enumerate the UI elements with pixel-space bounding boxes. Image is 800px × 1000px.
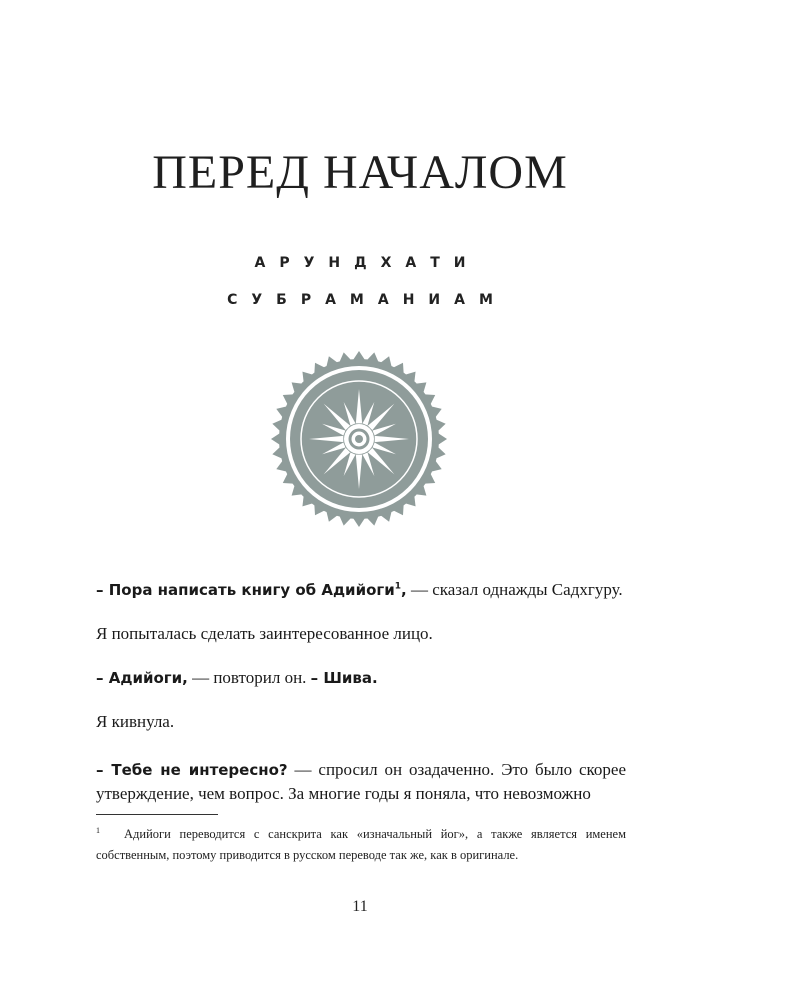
footnote (96, 820, 626, 866)
narration-1: — сказал однажды Садхгуру. (406, 580, 623, 599)
paragraph-5 (96, 758, 626, 806)
speech-3b: – Шива. (310, 669, 378, 687)
speech-3: – Адийоги, (96, 669, 188, 687)
speech-1: – Пора написать книгу об Адийоги (96, 581, 395, 599)
narration-5: — спросил он озадаченно. Это было скорее утверждение, чем вопрос. За многие годы я поняла, что невозможно (96, 760, 626, 803)
footnote-reference[interactable]: 1 (394, 581, 401, 592)
footnote-mark: 1 (96, 826, 100, 835)
paragraph-1 (96, 578, 626, 602)
page-title: ПЕРЕД НАЧАЛОМ (152, 146, 568, 199)
footnote-text: Адийоги переводится с санскрита как «изначальный йог», а также является именем собственным, поэтому приводится в русском переводе так же, как в оригинале. (96, 827, 626, 863)
page-number: 11 (352, 898, 368, 915)
narration-3: — повторил он. (187, 668, 311, 687)
paragraph-4 (96, 710, 626, 734)
sun-mandala-icon (270, 350, 448, 528)
narration-2: Я попыталась сделать заинтересованное лицо. (96, 624, 433, 643)
paragraph-3 (96, 666, 626, 690)
author-first-name: АРУНДХАТИ (254, 255, 480, 271)
narration-4: Я кивнула. (96, 712, 175, 731)
speech-1-tail: , (401, 581, 407, 599)
paragraph-2 (96, 622, 626, 646)
author-last-name: СУБРАМАНИАМ (227, 292, 507, 308)
speech-5: – Тебе не интересно? (96, 761, 288, 779)
footnote-divider (96, 814, 218, 815)
